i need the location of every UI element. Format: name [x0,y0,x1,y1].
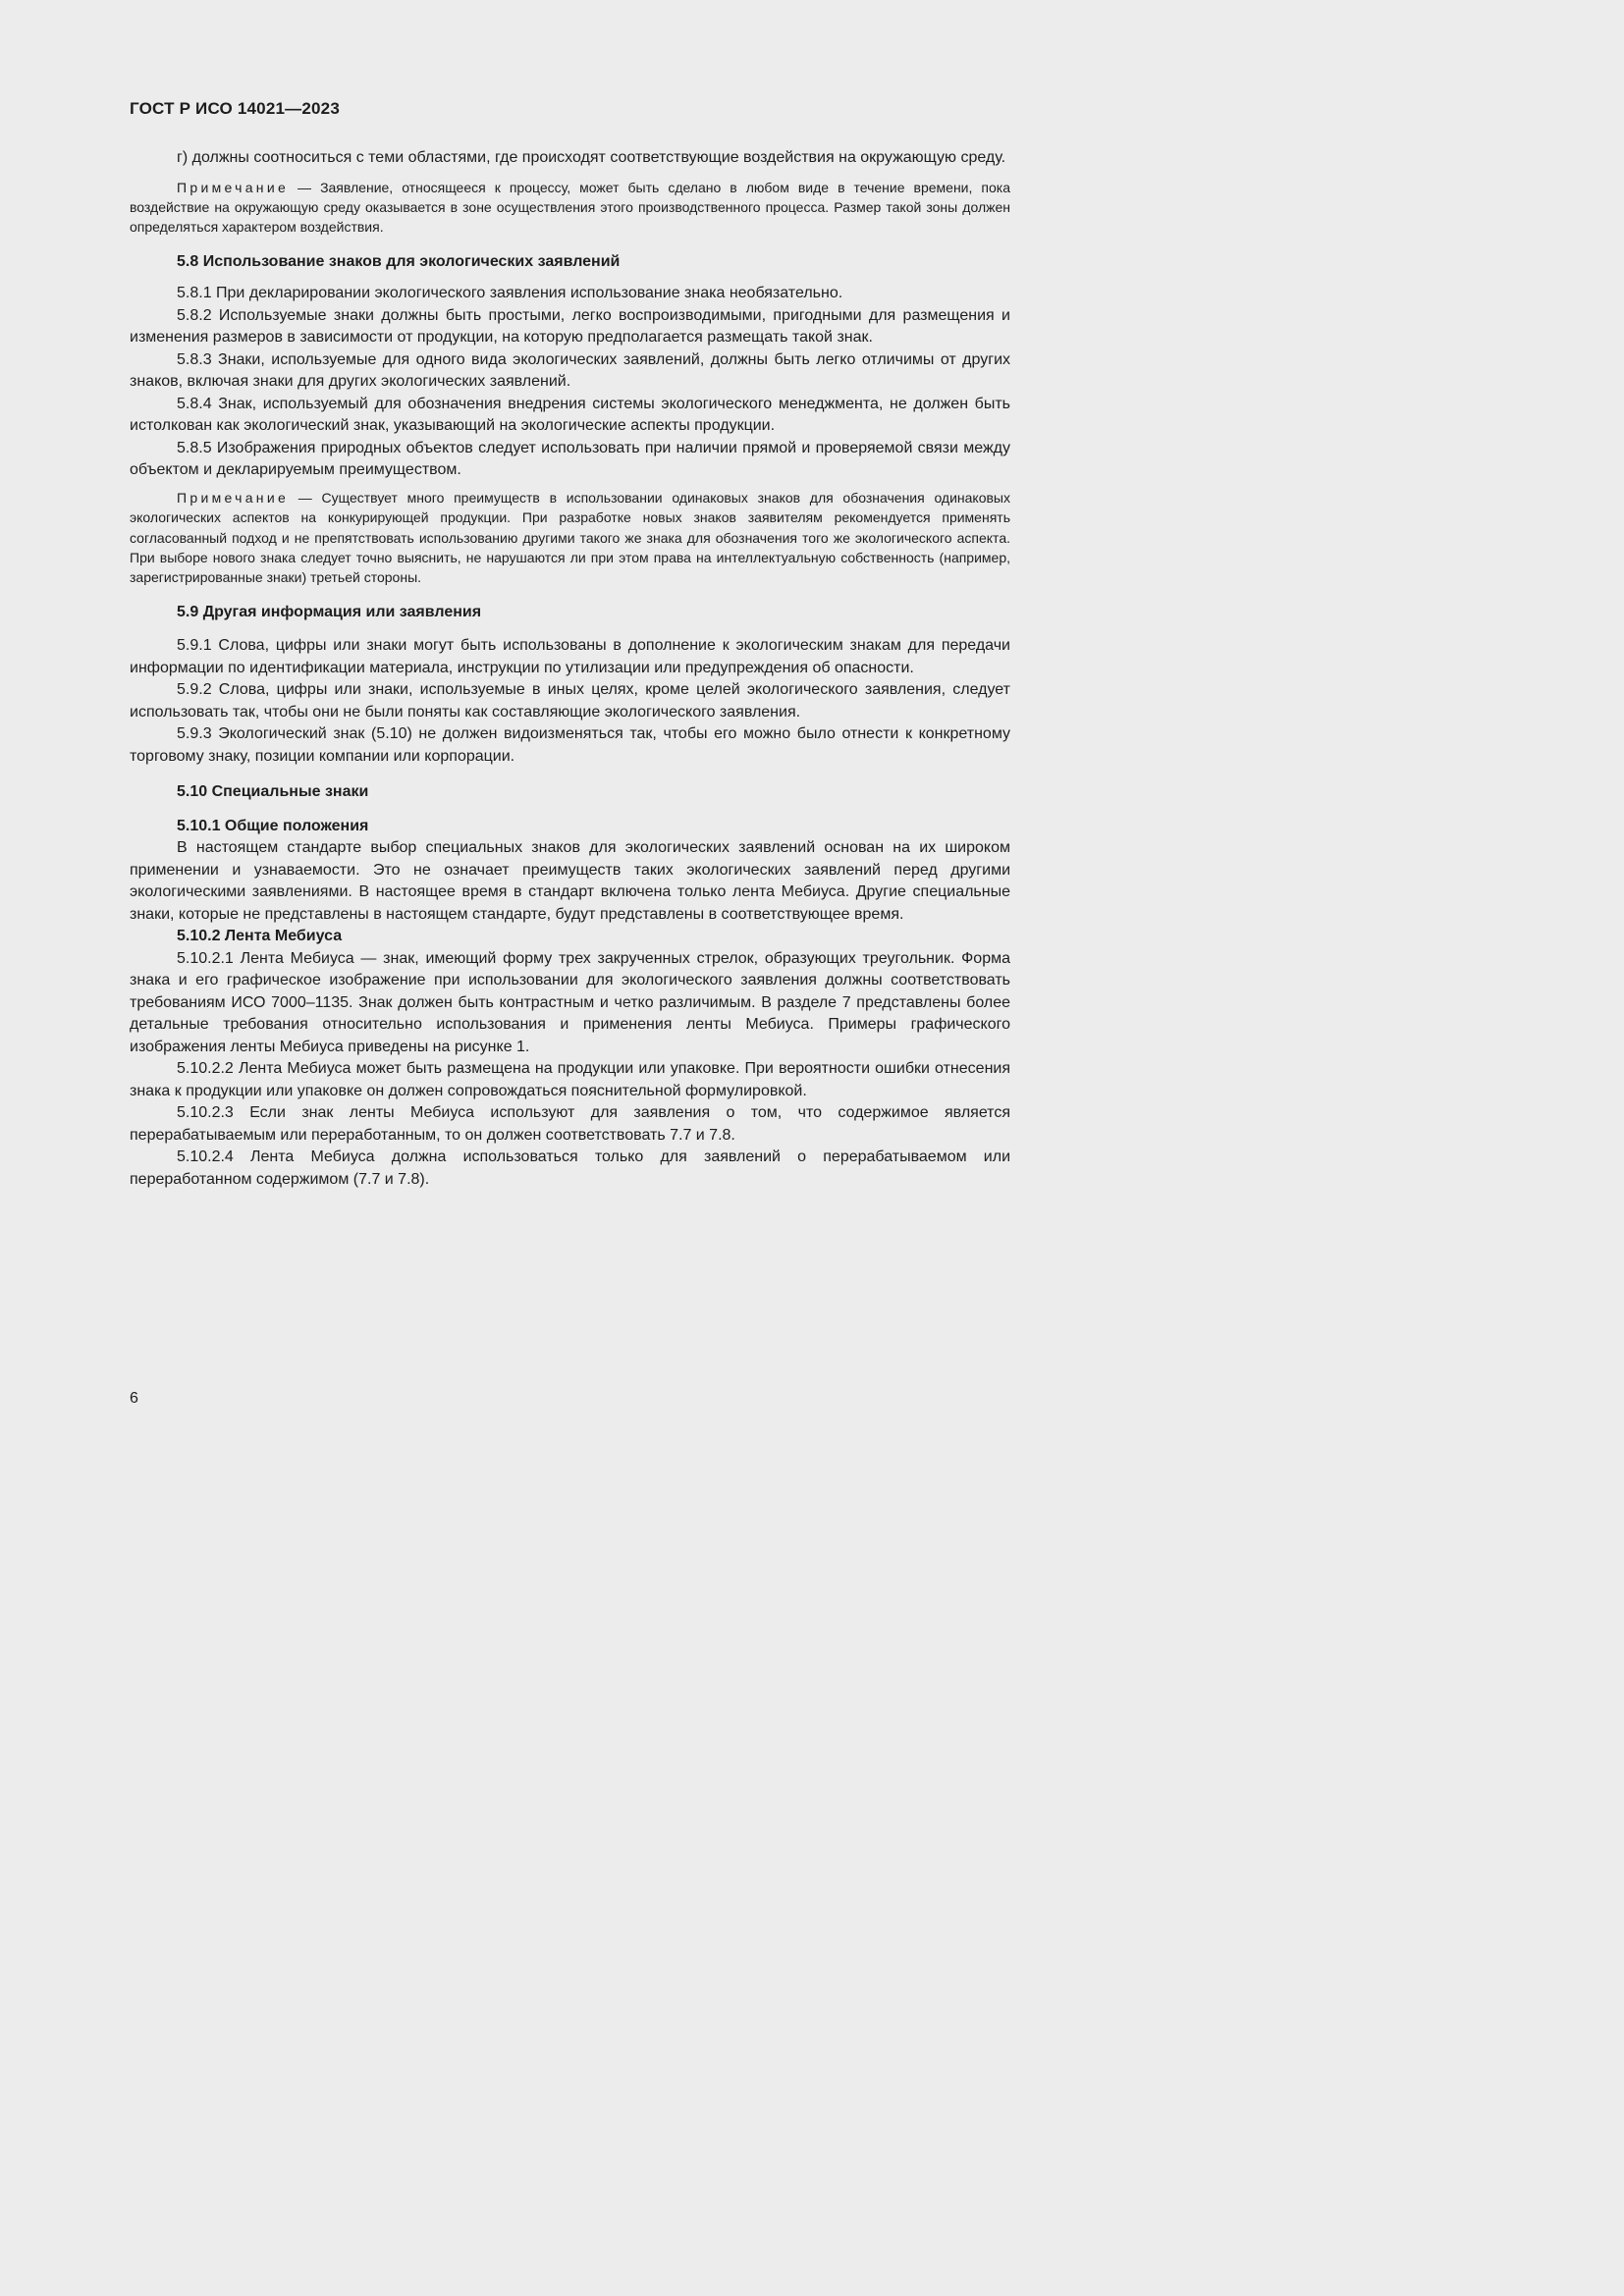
note-text: — Существует много преимуществ в использовании одинаковых знаков для обозначения одинаковых экологических аспектов на конкурирующей продукции. При разработке новых знаков заявителям рекомендуется применять согласованный подход и не препятствовать использованию другими такого же знака для обозначения того же экологического аспекта. При выборе нового знака следует точно выяснить, не нарушаются ли при этом права на интеллектуальную собственность (например, зарегистрированные знаки) третьей стороны. [130,489,1010,586]
paragraph-g: г) должны соотноситься с теми областями, где происходят соответствующие воздействия на окружающую среду. [177,149,1006,166]
section-heading-5-8: 5.8 Использование знаков для экологических заявлений [177,252,621,270]
paragraph-5-8-2: 5.8.2 Используемые знаки должны быть простыми, легко воспроизводимыми, пригодными для размещения и изменения размеров в зависимости от продукции, на которую предполагается размещать такой знак. [130,306,1010,347]
note-1 [130,178,1010,238]
paragraph-5-9-2: 5.9.2 Слова, цифры или знаки, используемые в иных целях, кроме целей экологического заявления, следует использовать так, чтобы они не были поняты как составляющие экологического заявления. [130,681,1010,721]
paragraph-5-8-1: 5.8.1 При декларировании экологического заявления использование знака необязательно. [177,285,843,302]
paragraph-5-10-2-1: 5.10.2.1 Лента Мебиуса — знак, имеющий форму трех закрученных стрелок, образующих треугольник. Форма знака и его графическое изображение при использовании для экологического заявления должны соответствовать требованиям ИСО 7000–1135. Знак должен быть контрастным и четко различимым. В разделе 7 представлены более детальные требования относительно использования и применения ленты Мебиуса. Примеры графического изображения ленты Мебиуса приведены на рисунке 1. [130,949,1010,1055]
paragraph-5-9-1: 5.9.1 Слова, цифры или знаки могут быть использованы в дополнение к экологическим знакам для передачи информации по идентификации материала, инструкции по утилизации или предупреждения об опасности. [130,637,1010,676]
paragraph-5-9-3: 5.9.3 Экологический знак (5.10) не должен видоизменяться так, чтобы его можно было отнести к конкретному торговому знаку, позиции компании или корпорации. [130,725,1010,765]
page-number: 6 [130,1390,138,1407]
note-text: — Заявление, относящееся к процессу, может быть сделано в любом виде в течение времени, пока воздействие на окружающую среду оказывается в зоне осуществления этого производственного процесса. Размер такой зоны должен определяться характером воздействия. [130,179,1010,236]
document-body [130,147,1010,1191]
section-heading-5-10-2: 5.10.2 Лента Мебиуса [177,928,343,945]
note-2 [130,488,1010,588]
paragraph-5-10-2-3: 5.10.2.3 Если знак ленты Мебиуса используют для заявления о том, что содержимое является перерабатываемым или переработанным, то он должен соответствовать 7.7 и 7.8. [130,1104,1010,1144]
section-heading-5-9: 5.9 Другая информация или заявления [177,603,482,620]
paragraph-5-8-4: 5.8.4 Знак, используемый для обозначения внедрения системы экологического менеджмента, не должен быть истолкован как экологический знак, указывающий на экологические аспекты продукции. [130,395,1010,435]
paragraph-5-8-5: 5.8.5 Изображения природных объектов следует использовать при наличии прямой и проверяемой связи между объектом и декларируемым преимуществом. [130,439,1010,479]
document-header: ГОСТ Р ИСО 14021—2023 [130,99,340,118]
document-page [0,0,1089,1539]
paragraph-5-8-3: 5.8.3 Знаки, используемые для одного вида экологических заявлений, должны быть легко отличимы от других знаков, включая знаки для других экологических заявлений. [130,350,1010,391]
note-label: Примечание [177,179,290,195]
paragraph-5-10-2-4: 5.10.2.4 Лента Мебиуса должна использоваться только для заявлений о перерабатываемом или переработанном содержимом (7.7 и 7.8). [130,1148,1010,1188]
note-label: Примечание [177,489,290,506]
section-heading-5-10-1: 5.10.1 Общие положения [177,817,369,834]
section-heading-5-10: 5.10 Специальные знаки [177,783,369,801]
paragraph-5-10-1: В настоящем стандарте выбор специальных знаков для экологических заявлений основан на их широком применении и узнаваемости. Это не означает преимуществ таких экологических заявлений перед другими экологическими заявлениями. В настоящее время в стандарт включена только лента Мебиуса. Другие специальные знаки, которые не представлены в настоящем стандарте, будут представлены в соответствующее время. [130,839,1010,923]
paragraph-5-10-2-2: 5.10.2.2 Лента Мебиуса может быть размещена на продукции или упаковке. При вероятности ошибки отнесения знака к продукции или упаковке он должен сопровождаться пояснительной формулировкой. [130,1060,1010,1099]
